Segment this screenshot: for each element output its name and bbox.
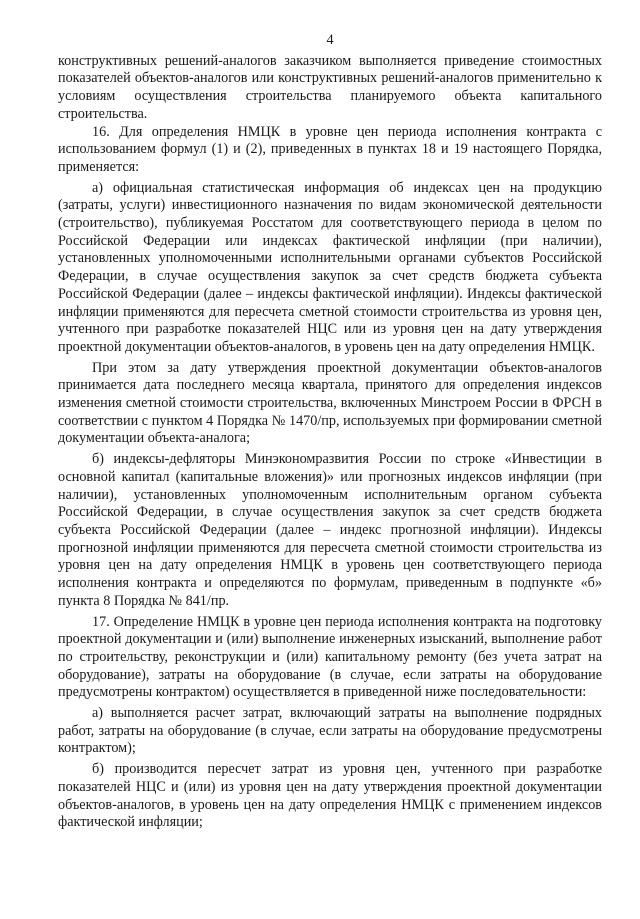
paragraph-16-a-note: При этом за дату утверждения проектной документации объектов-аналогов принимается дата последнего месяца квартала, принятого для определения индексов изменения сметной стоимости строительства, включенных Минстроем России в ФРСН в соответствии с пунктом 4 Порядка № 1470/пр, используемых при формировании сметной документации объекта-аналога; <box>58 359 602 447</box>
paragraph-item-17: 17. Определение НМЦК в уровне цен периода исполнения контракта на подготовку проектной документации и (или) выполнение инженерных изысканий, выполнение работ по строительству, реконструкции и (или) капитальному ремонту (без учета затрат на оборудование), затраты на оборудование (в случае, если затраты на оборудование предусмотрены контрактом) осуществляется в приведенной ниже последовательности: <box>58 613 602 701</box>
paragraph-16-a: а) официальная статистическая информация об индексах цен на продукцию (затраты, услуги) инвестиционного назначения по видам экономической деятельности (строительство), публикуемая Росстатом для соответствующего периода в целом по Российской Федерации или индексах фактической инфляции (при наличии), установленных уполномоченными исполнительными органами субъектов Российской Федерации, в случае осуществления закупок за счет средств бюджета субъекта Российской Федерации (далее – индексы фактической инфляции). Индексы фактической инфляции применяются для пересчета сметной стоимости строительства из уровня цен, учтенного при разработке показателей НЦС или из уровня цен на дату утверждения проектной документации объектов-аналогов, в уровень цен на дату определения НМЦК. <box>58 179 602 355</box>
page-number: 4 <box>326 32 334 48</box>
paragraph-item-16: 16. Для определения НМЦК в уровне цен периода исполнения контракта с использованием формул (1) и (2), приведенных в пунктах 18 и 19 настоящего Порядка, применяется: <box>58 123 602 175</box>
paragraph-16-b: б) индексы-дефляторы Минэкономразвития России по строке «Инвестиции в основной капитал (капитальные вложения)» или прогнозных индексов инфляции (при наличии), установленных уполномоченным исполнительным органом субъекта Российской Федерации, в случае осуществления закупок за счет средств бюджета субъекта Российской Федерации (далее – индекс прогнозной инфляции). Индексы прогнозной инфляции применяются для пересчета сметной стоимости строительства из уровня цен на дату определения НМЦК в уровень цен соответствующего периода исполнения контракта и определяются по формулам, приведенным в подпункте «б» пункта 8 Порядка № 841/пр. <box>58 451 602 609</box>
paragraph-continuation: конструктивных решений-аналогов заказчиком выполняется приведение стоимостных показателей объектов-аналогов или конструктивных решений-аналогов применительно к условиям осуществления строительства планируемого объекта капитального строительства. <box>58 52 602 122</box>
paragraph-17-b: б) производится пересчет затрат из уровня цен, учтенного при разработке показателей НЦС и (или) из уровня цен на дату утверждения проектной документации объектов-аналогов, в уровень цен на дату определения НМЦК с применением индексов фактической инфляции; <box>58 761 602 831</box>
paragraph-17-a: а) выполняется расчет затрат, включающий затраты на выполнение подрядных работ, затраты на оборудование (в случае, если затраты на оборудование предусмотрены контрактом); <box>58 705 602 757</box>
